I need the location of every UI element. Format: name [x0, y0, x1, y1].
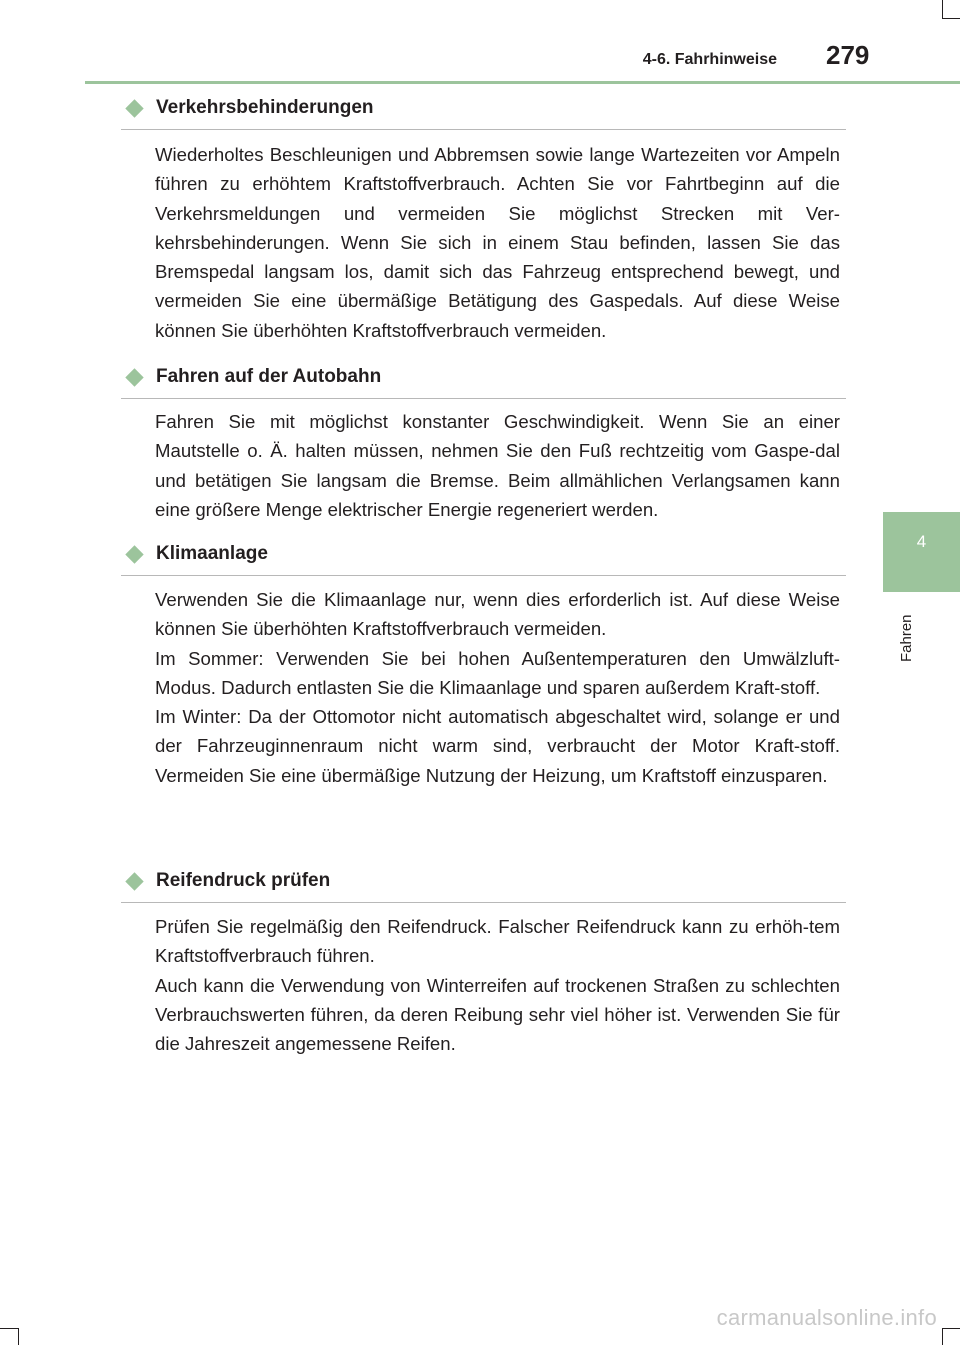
- crop-mark: [942, 18, 960, 19]
- chapter-tab-label: Fahren: [898, 614, 915, 662]
- paragraph: Prüfen Sie regelmäßig den Reifendruck. Falscher Reifendruck kann zu erhöh-tem Kraftstoffverbrauch führen.: [155, 916, 840, 967]
- section-title: Fahren auf der Autobahn: [156, 366, 382, 387]
- crop-mark: [0, 1328, 18, 1329]
- paragraph: Fahren Sie mit möglichst konstanter Geschwindigkeit. Wenn Sie an einer Mautstelle o. Ä. halten müssen, nehmen Sie den Fuß rechtzeitig vom Gaspe-dal und betätigen Sie langsam die Bremse. Beim allmählichen Verlangsamen kann eine größere Menge elektrischer Energie regeneriert werden.: [155, 411, 840, 520]
- diamond-bullet-icon: [125, 545, 143, 563]
- header-rule: [85, 81, 960, 84]
- section-body: [155, 140, 840, 345]
- section-heading: [121, 539, 846, 576]
- chapter-tab-label-wrap: [890, 600, 930, 670]
- diamond-bullet-icon: [125, 368, 143, 386]
- paragraph: Im Winter: Da der Ottomotor nicht automatisch abgeschaltet wird, solange er und der Fahrzeuginnenraum nicht warm sind, verbraucht der Motor Kraft-stoff. Vermeiden Sie eine übermäßige Nutzung der Heizung, um Kraftstoff einzusparen.: [155, 706, 840, 786]
- section-heading: [121, 362, 846, 399]
- paragraph: Wiederholtes Beschleunigen und Abbremsen sowie lange Wartezeiten vor Ampeln führen zu erhöhtem Kraftstoffverbrauch. Achten Sie vor Fahrtbeginn auf die Verkehrsmeldungen und vermeiden Sie möglichst Strecken mit Ver-kehrsbehinderungen. Wenn Sie sich in einem Stau befinden, lassen Sie das Bremspedal langsam los, damit sich das Fahrzeug entsprechend bewegt, und vermeiden Sie eine übermäßige Betätigung des Gaspedals. Auf diese Weise können Sie überhöhten Kraftstoffverbrauch vermeiden.: [155, 144, 840, 341]
- page-number: 279: [826, 40, 870, 70]
- crop-mark: [18, 1328, 19, 1345]
- paragraph: Im Sommer: Verwenden Sie bei hohen Außentemperaturen den Umwälzluft-Modus. Dadurch entlasten Sie die Klimaanlage und sparen außerdem Kraft-stoff.: [155, 647, 840, 698]
- paragraph: Verwenden Sie die Klimaanlage nur, wenn dies erforderlich ist. Auf diese Weise können Sie überhöhten Kraftstoffverbrauch vermeiden.: [155, 589, 840, 640]
- section-body: [155, 912, 840, 1058]
- diamond-bullet-icon: [125, 872, 143, 890]
- section-heading: [121, 866, 846, 903]
- chapter-tab-number: 4: [916, 532, 927, 551]
- section-body: [155, 585, 840, 790]
- crop-mark: [942, 1328, 943, 1345]
- section-title: Klimaanlage: [156, 543, 268, 564]
- section-body: [155, 407, 840, 524]
- crop-mark: [942, 1328, 960, 1329]
- footer-watermark: carmanualsonline.info: [716, 1305, 937, 1330]
- running-header-section: 4-6. Fahrhinweise: [642, 51, 777, 68]
- chapter-tab: [883, 512, 960, 592]
- crop-mark: [942, 0, 943, 18]
- diamond-bullet-icon: [125, 99, 143, 117]
- paragraph: Auch kann die Verwendung von Winterreifen auf trockenen Straßen zu schlechten Verbrauchswerten führen, da deren Reibung sehr viel höher ist. Verwenden Sie für die Jahreszeit angemessene Reifen.: [155, 974, 840, 1055]
- section-title: Verkehrsbehinderungen: [156, 97, 374, 118]
- section-heading: [121, 93, 846, 130]
- section-title: Reifendruck prüfen: [156, 870, 331, 891]
